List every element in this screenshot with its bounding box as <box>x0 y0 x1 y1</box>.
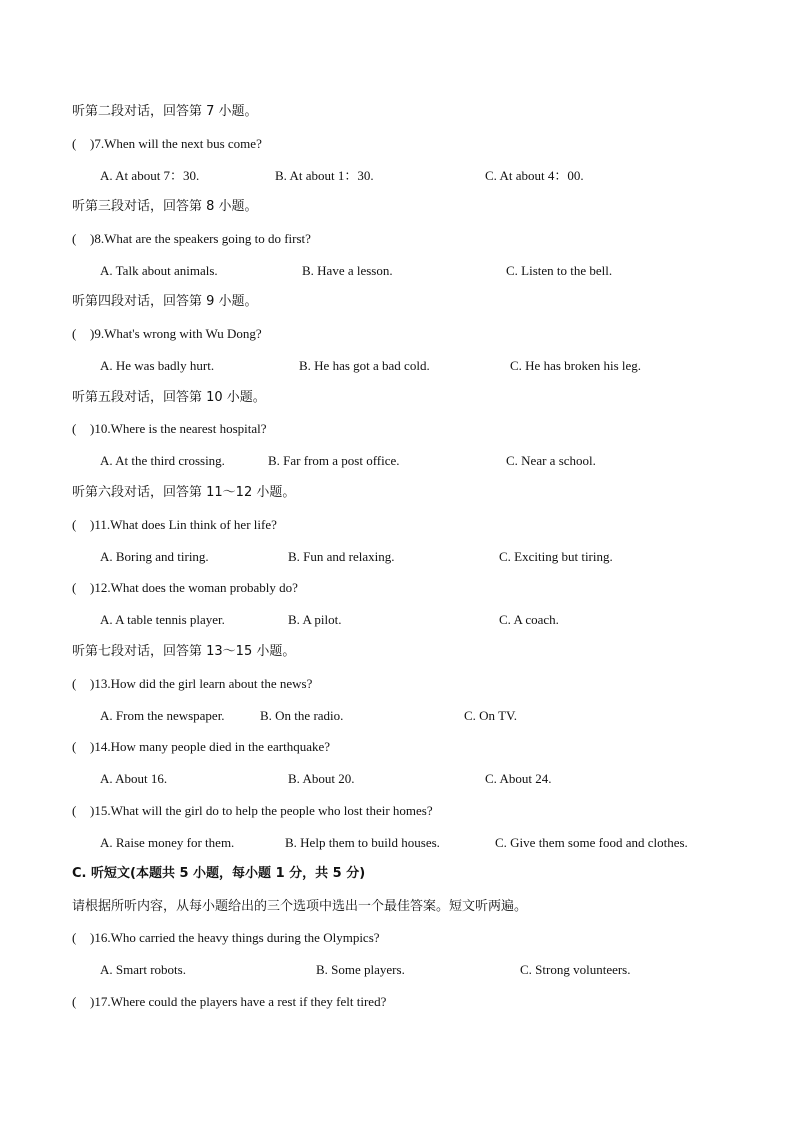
section-heading-6: 听第六段对话，回答第 11～12 小题。 <box>72 485 296 500</box>
part-c-instruction: 请根据所听内容，从每小题给出的三个选项中选出一个最佳答案。短文听两遍。 <box>72 899 528 914</box>
answer-blank: ( <box>72 930 77 945</box>
section-heading-5: 听第五段对话，回答第 10 小题。 <box>72 390 266 405</box>
question-14 <box>72 739 330 755</box>
question-stem: )15.What will the girl do to help the people who lost their homes? <box>90 803 433 818</box>
option-15b: B. Help them to build houses. <box>285 835 440 850</box>
question-stem: )8.What are the speakers going to do first? <box>90 231 311 246</box>
part-c-title: C. 听短文(本题共 5 小题，每小题 1 分，共 5 分) <box>72 866 366 881</box>
question-9 <box>72 326 262 342</box>
question-stem: )11.What does Lin think of her life? <box>90 517 277 532</box>
option-12a: A. A table tennis player. <box>100 612 225 627</box>
question-stem: )12.What does the woman probably do? <box>90 580 298 595</box>
answer-blank: ( <box>72 517 77 532</box>
answer-blank: ( <box>72 739 77 754</box>
option-14a: A. About 16. <box>100 771 168 786</box>
question-stem: )14.How many people died in the earthquake? <box>90 739 331 754</box>
answer-blank: ( <box>72 676 77 691</box>
answer-blank: ( <box>72 326 77 341</box>
option-11b: B. Fun and relaxing. <box>288 549 395 564</box>
option-9b: B. He has got a bad cold. <box>299 358 430 373</box>
option-15c: C. Give them some food and clothes. <box>495 835 688 850</box>
option-9a: A. He was badly hurt. <box>100 358 215 373</box>
question-stem: )7.When will the next bus come? <box>90 136 262 151</box>
option-10c: C. Near a school. <box>506 453 596 468</box>
option-15a: A. Raise money for them. <box>100 835 235 850</box>
option-13c: C. On TV. <box>464 708 517 723</box>
question-8 <box>72 231 311 247</box>
question-stem: )13.How did the girl learn about the news? <box>90 676 313 691</box>
question-11 <box>72 517 277 533</box>
question-7 <box>72 136 262 152</box>
question-15 <box>72 803 433 819</box>
answer-blank: ( <box>72 994 77 1009</box>
option-16b: B. Some players. <box>316 962 405 977</box>
option-7c: C. At about 4：00. <box>485 168 584 183</box>
question-16 <box>72 930 380 946</box>
question-12 <box>72 580 298 596</box>
question-10 <box>72 421 267 437</box>
option-16c: C. Strong volunteers. <box>520 962 631 977</box>
option-13b: B. On the radio. <box>260 708 344 723</box>
option-11a: A. Boring and tiring. <box>100 549 209 564</box>
question-13 <box>72 676 312 692</box>
section-heading-4: 听第四段对话，回答第 9 小题。 <box>72 294 258 309</box>
option-14b: B. About 20. <box>288 771 355 786</box>
option-16a: A. Smart robots. <box>100 962 186 977</box>
option-10a: A. At the third crossing. <box>100 453 225 468</box>
question-17 <box>72 994 386 1010</box>
option-12c: C. A coach. <box>499 612 559 627</box>
section-heading-7: 听第七段对话，回答第 13～15 小题。 <box>72 644 296 659</box>
option-13a: A. From the newspaper. <box>100 708 225 723</box>
answer-blank: ( <box>72 421 77 436</box>
question-stem: )17.Where could the players have a rest if they felt tired? <box>90 994 387 1009</box>
option-9c: C. He has broken his leg. <box>510 358 642 373</box>
section-heading-3: 听第三段对话，回答第 8 小题。 <box>72 199 258 214</box>
option-7a: A. At about 7：30. <box>100 168 200 183</box>
question-stem: )10.Where is the nearest hospital? <box>90 421 267 436</box>
option-12b: B. A pilot. <box>288 612 342 627</box>
option-8c: C. Listen to the bell. <box>506 263 613 278</box>
option-8a: A. Talk about animals. <box>100 263 218 278</box>
question-stem: )16.Who carried the heavy things during the Olympics? <box>90 930 380 945</box>
answer-blank: ( <box>72 136 77 151</box>
option-11c: C. Exciting but tiring. <box>499 549 613 564</box>
option-7b: B. At about 1：30. <box>275 168 374 183</box>
option-14c: C. About 24. <box>485 771 552 786</box>
answer-blank: ( <box>72 803 77 818</box>
question-stem: )9.What's wrong with Wu Dong? <box>90 326 262 341</box>
answer-blank: ( <box>72 231 77 246</box>
option-8b: B. Have a lesson. <box>302 263 393 278</box>
section-heading-2: 听第二段对话，回答第 7 小题。 <box>72 104 258 119</box>
answer-blank: ( <box>72 580 77 595</box>
option-10b: B. Far from a post office. <box>268 453 400 468</box>
